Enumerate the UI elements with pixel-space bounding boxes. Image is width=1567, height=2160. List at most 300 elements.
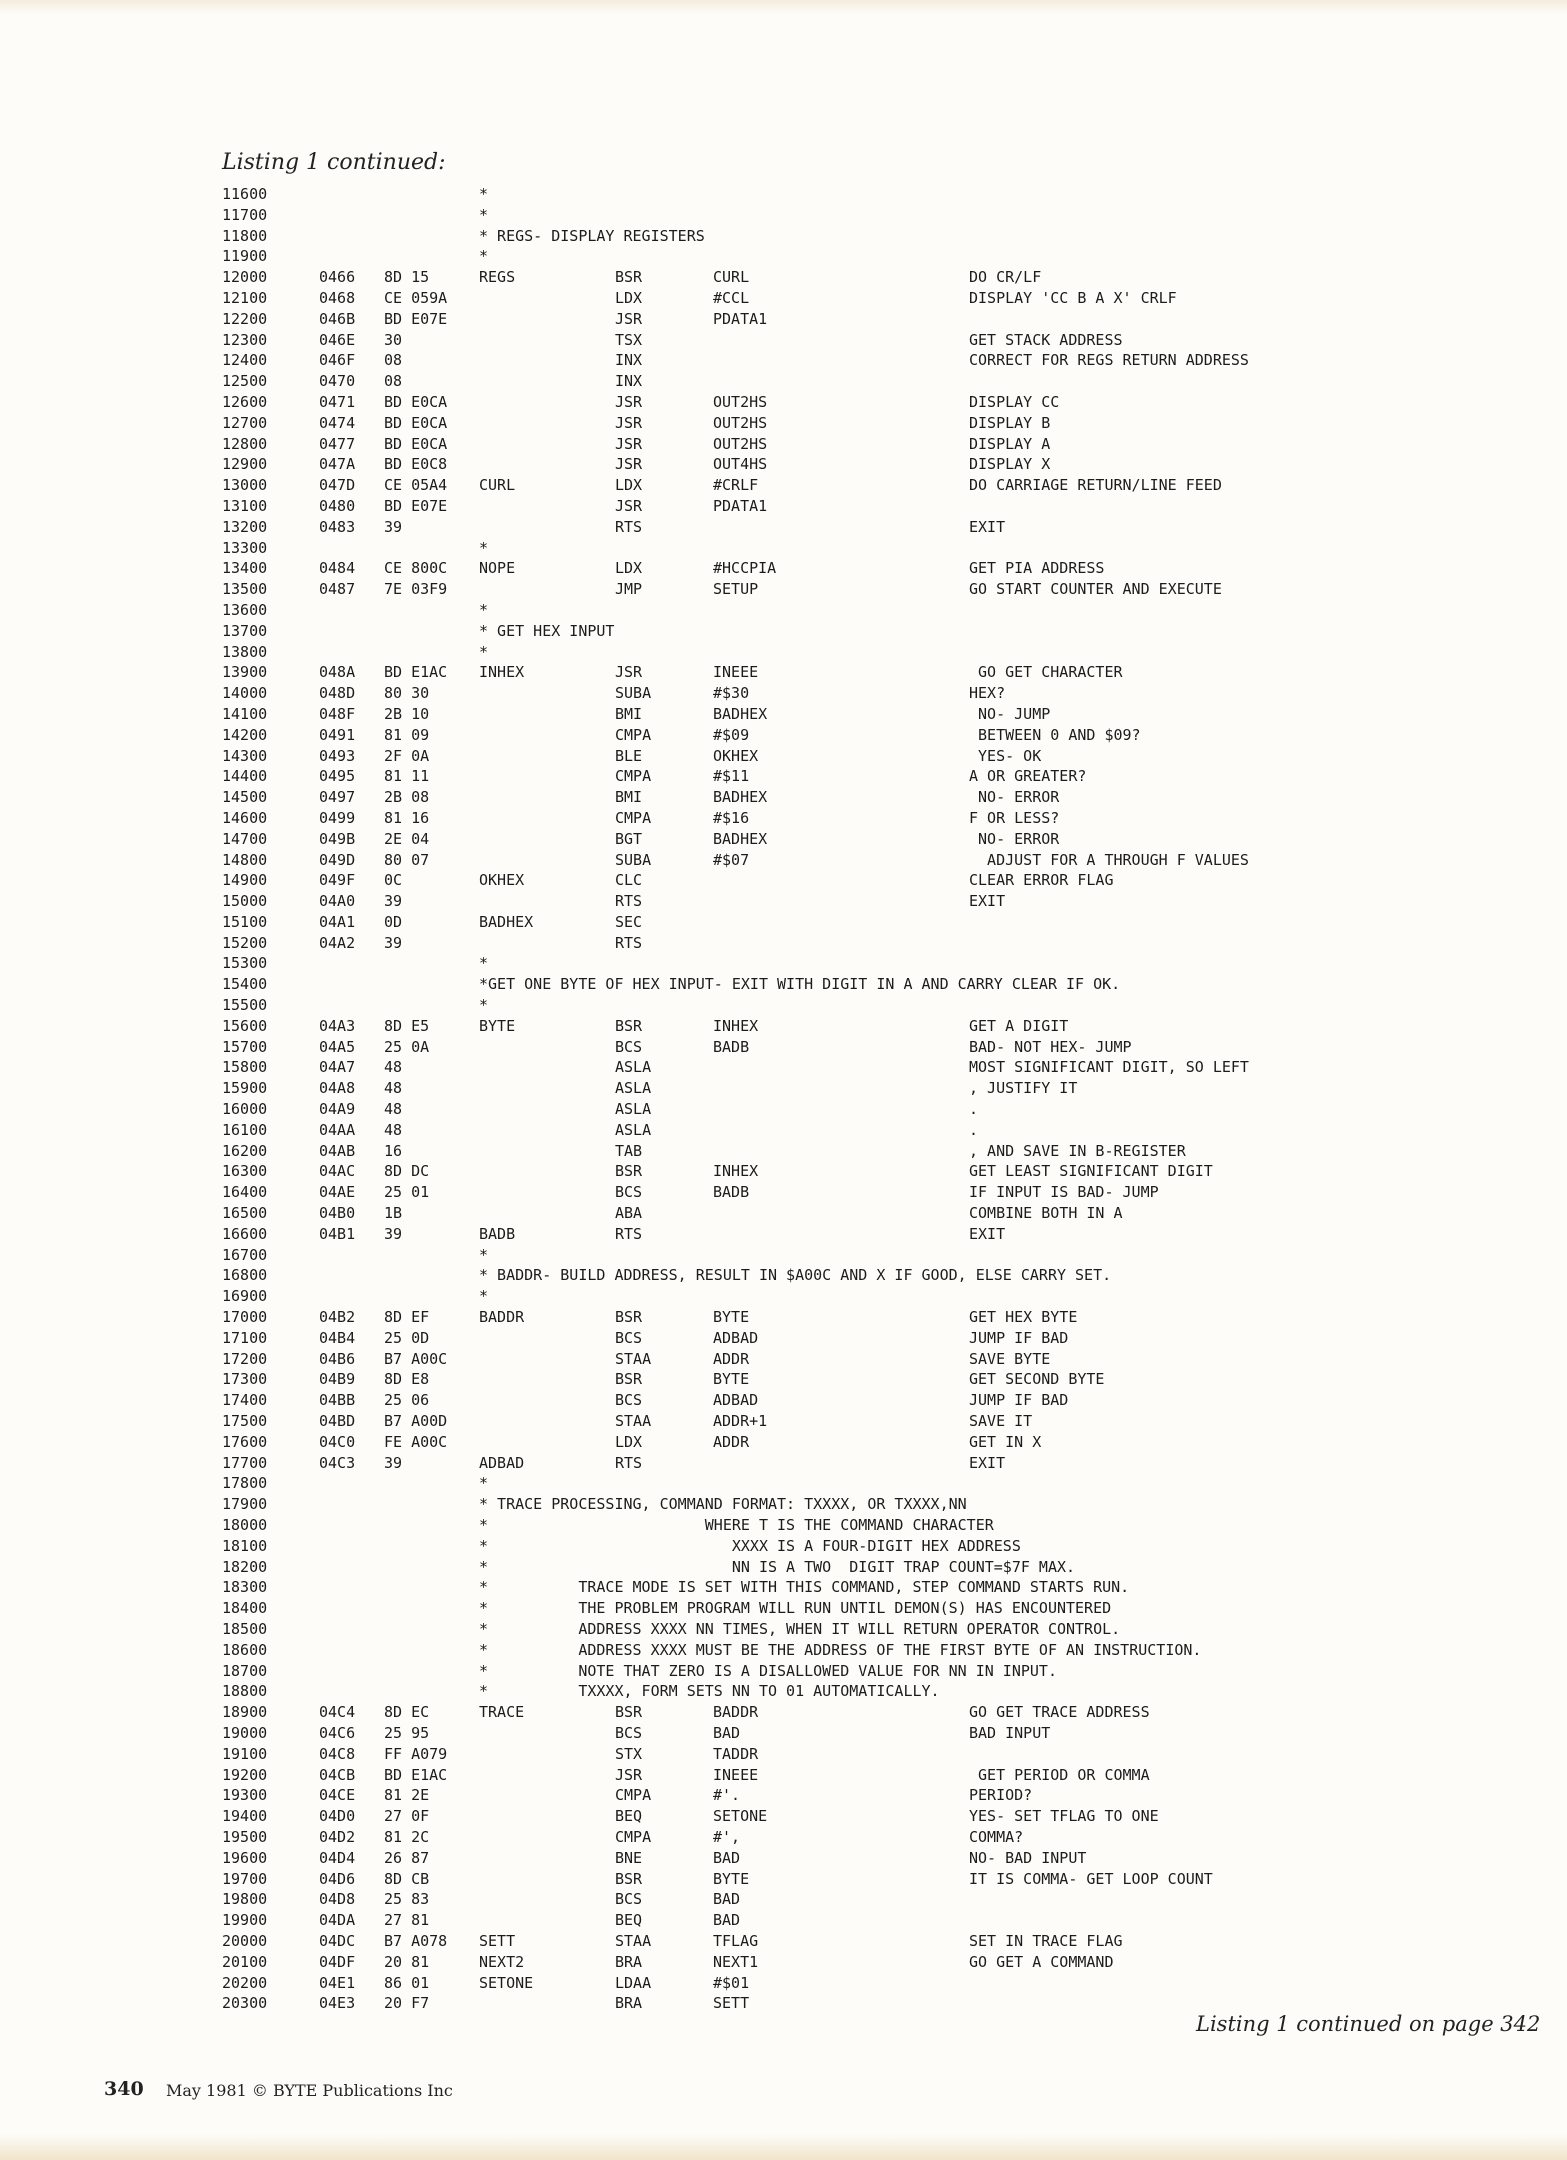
listing-opcode: BMI (615, 788, 643, 807)
listing-label: * REGS- DISPLAY REGISTERS (479, 226, 705, 245)
listing-comment: DO CR/LF (969, 268, 1042, 287)
listing-operand: #CCL (713, 288, 750, 307)
listing-label: BADDR (479, 1308, 525, 1327)
listing-line-number: 19100 (222, 1744, 268, 1763)
listing-label: * WHERE T IS THE COMMAND CHARACTER (479, 1516, 994, 1534)
listing-operand: INEEE (713, 1765, 759, 1784)
listing-line-number: 19600 (222, 1848, 268, 1867)
listing-address: 046F (319, 351, 356, 370)
listing-line-number: 15300 (222, 954, 268, 973)
listing-address: 04E1 (319, 1973, 356, 1992)
listing-line-number: 12500 (222, 372, 268, 391)
listing-label: BADB (479, 1224, 516, 1243)
listing-object-code: BD E0C8 (384, 455, 448, 474)
listing-opcode: JMP (615, 580, 643, 599)
listing-line-number: 13800 (222, 642, 268, 661)
listing-object-code: 20 81 (384, 1952, 430, 1971)
listing-row (222, 538, 1422, 559)
listing-object-code: 2F 0A (384, 746, 430, 765)
listing-address: 04B1 (319, 1224, 356, 1243)
listing-operand: #', (713, 1827, 741, 1846)
listing-opcode: ASLA (615, 1120, 652, 1139)
listing-label: REGS (479, 268, 516, 287)
listing-opcode: BCS (615, 1391, 643, 1410)
listing-comment: HEX? (969, 684, 1006, 703)
listing-line-number: 19000 (222, 1723, 268, 1742)
listing-row (222, 413, 1422, 434)
listing-object-code: BD E07E (384, 309, 448, 328)
listing-line-number: 18000 (222, 1516, 268, 1534)
listing-opcode: LDAA (615, 1973, 652, 1992)
listing-address: 04B6 (319, 1349, 356, 1368)
listing-comment: BETWEEN 0 AND $09? (969, 725, 1141, 744)
listing-address: 0495 (319, 767, 356, 786)
listing-comment: DISPLAY A (969, 434, 1051, 453)
listing-address: 04A0 (319, 892, 356, 911)
listing-line-number: 12400 (222, 351, 268, 370)
listing-label: SETONE (479, 1973, 534, 1992)
listing-line-number: 13500 (222, 580, 268, 599)
listing-label: * (479, 247, 489, 266)
page-top-tint (0, 0, 1567, 14)
listing-address: 0497 (319, 788, 356, 807)
listing-object-code: CE 059A (384, 288, 448, 307)
listing-object-code: 26 87 (384, 1848, 430, 1867)
listing-address: 048D (319, 684, 356, 703)
listing-row (222, 1910, 1422, 1931)
listing-comment: MOST SIGNIFICANT DIGIT, SO LEFT (969, 1058, 1249, 1077)
listing-object-code: 1B (384, 1204, 403, 1223)
listing-address: 04D8 (319, 1890, 356, 1909)
listing-line-number: 18300 (222, 1578, 268, 1597)
listing-row (222, 600, 1422, 621)
listing-line-number: 12300 (222, 330, 268, 349)
listing-operand: NEXT1 (713, 1952, 759, 1971)
listing-row (222, 704, 1422, 725)
listing-object-code: 2B 10 (384, 704, 430, 723)
listing-operand: CURL (713, 268, 750, 287)
listing-row (222, 288, 1422, 309)
listing-label: NOPE (479, 559, 516, 578)
listing-line-number: 17500 (222, 1412, 268, 1431)
listing-object-code: 48 (384, 1100, 403, 1119)
listing-opcode: JSR (615, 1765, 643, 1784)
listing-line-number: 20300 (222, 1994, 268, 2013)
listing-line-number: 11900 (222, 247, 268, 266)
listing-address: 0471 (319, 392, 356, 411)
listing-line-number: 14900 (222, 871, 268, 890)
listing-line-number: 17300 (222, 1370, 268, 1389)
listing-comment: A OR GREATER? (969, 767, 1087, 786)
listing-row (222, 558, 1422, 579)
listing-opcode: BCS (615, 1723, 643, 1742)
listing-operand: ADBAD (713, 1328, 759, 1347)
listing-comment: GET PIA ADDRESS (969, 559, 1105, 578)
listing-object-code: 81 2E (384, 1786, 430, 1805)
listing-operand: INEEE (713, 663, 759, 682)
listing-label: * (479, 1245, 489, 1264)
listing-object-code: 25 06 (384, 1391, 430, 1410)
listing-object-code: B7 A00C (384, 1349, 448, 1368)
listing-operand: OUT2HS (713, 434, 768, 453)
listing-row (222, 1827, 1422, 1848)
listing-object-code: 81 09 (384, 725, 430, 744)
listing-operand: ADDR (713, 1349, 750, 1368)
listing-row (222, 434, 1422, 455)
listing-opcode: BRA (615, 1952, 643, 1971)
listing-object-code: 81 2C (384, 1827, 430, 1846)
listing-label: * NN IS A TWO DIGIT TRAP COUNT=$7F MAX. (479, 1557, 1076, 1576)
listing-line-number: 11700 (222, 205, 268, 224)
listing-operand: BYTE (713, 1370, 750, 1389)
listing-comment: CORRECT FOR REGS RETURN ADDRESS (969, 351, 1249, 370)
listing-line-number: 16100 (222, 1120, 268, 1139)
listing-address: 04CE (319, 1786, 356, 1805)
listing-opcode: JSR (615, 434, 643, 453)
listing-line-number: 15600 (222, 1016, 268, 1035)
listing-comment: COMMA? (969, 1827, 1024, 1846)
listing-comment: GO GET CHARACTER (969, 663, 1123, 682)
listing-object-code: BD E1AC (384, 663, 448, 682)
listing-object-code: CE 05A4 (384, 476, 448, 495)
listing-line-number: 16400 (222, 1183, 268, 1202)
listing-row (222, 1536, 1422, 1557)
listing-label: * (479, 642, 489, 661)
listing-comment: SAVE BYTE (969, 1349, 1051, 1368)
listing-label: OKHEX (479, 871, 525, 890)
listing-line-number: 13200 (222, 517, 268, 536)
listing-comment: DISPLAY X (969, 455, 1051, 474)
listing-operand: BAD (713, 1848, 741, 1867)
listing-operand: #'. (713, 1786, 741, 1805)
listing-comment: F OR LESS? (969, 808, 1060, 827)
listing-opcode: ASLA (615, 1058, 652, 1077)
listing-object-code: B7 A078 (384, 1931, 448, 1950)
listing-opcode: RTS (615, 892, 643, 911)
listing-comment: , JUSTIFY IT (969, 1079, 1078, 1098)
listing-opcode: STAA (615, 1412, 652, 1431)
listing-object-code: 7E 03F9 (384, 580, 448, 599)
listing-row (222, 1161, 1422, 1182)
listing-address: 0499 (319, 808, 356, 827)
listing-line-number: 18200 (222, 1557, 268, 1576)
listing-line-number: 19700 (222, 1869, 268, 1888)
listing-line-number: 17000 (222, 1308, 268, 1327)
listing-row (222, 1057, 1422, 1078)
listing-line-number: 18800 (222, 1682, 268, 1701)
listing-address: 046E (319, 330, 356, 349)
listing-comment: DISPLAY CC (969, 392, 1060, 411)
listing-line-number: 12000 (222, 268, 268, 287)
listing-line-number: 12700 (222, 413, 268, 432)
listing-row (222, 517, 1422, 538)
listing-row (222, 1619, 1422, 1640)
listing-line-number: 17900 (222, 1495, 268, 1514)
listing-line-number: 12600 (222, 392, 268, 411)
listing-operand: BAD (713, 1911, 741, 1930)
listing-row (222, 974, 1422, 995)
listing-comment: , AND SAVE IN B-REGISTER (969, 1141, 1186, 1160)
listing-comment: NO- ERROR (969, 788, 1060, 807)
listing-row (222, 1265, 1422, 1286)
listing-label: *GET ONE BYTE OF HEX INPUT- EXIT WITH DIGIT IN A AND CARRY CLEAR IF OK. (479, 975, 1121, 994)
listing-comment: DISPLAY 'CC B A X' CRLF (969, 288, 1177, 307)
listing-address: 04DC (319, 1931, 356, 1950)
listing-row (222, 1016, 1422, 1037)
listing-row (222, 454, 1422, 475)
listing-object-code: BD E0CA (384, 392, 448, 411)
listing-heading: Listing 1 continued: (222, 150, 446, 175)
listing-row (222, 662, 1422, 683)
listing-address: 04B4 (319, 1328, 356, 1347)
listing-object-code: 16 (384, 1141, 403, 1160)
listing-line-number: 13100 (222, 496, 268, 515)
listing-address: 0483 (319, 517, 356, 536)
listing-line-number: 16700 (222, 1245, 268, 1264)
listing-address: 04C8 (319, 1744, 356, 1763)
listing-label: * XXXX IS A FOUR-DIGIT HEX ADDRESS (479, 1536, 1021, 1555)
listing-row (222, 829, 1422, 850)
listing-address: 04A7 (319, 1058, 356, 1077)
listing-address: 04C3 (319, 1453, 356, 1472)
listing-object-code: BD E0CA (384, 413, 448, 432)
listing-operand: INHEX (713, 1162, 759, 1181)
listing-line-number: 17100 (222, 1328, 268, 1347)
listing-row (222, 933, 1422, 954)
listing-address: 04C4 (319, 1703, 356, 1722)
listing-operand: BADDR (713, 1703, 759, 1722)
listing-opcode: CLC (615, 871, 643, 890)
listing-line-number: 14500 (222, 788, 268, 807)
listing-row (222, 891, 1422, 912)
listing-opcode: BSR (615, 1869, 643, 1888)
listing-object-code: 81 11 (384, 767, 430, 786)
listing-address: 04B0 (319, 1204, 356, 1223)
listing-comment: DISPLAY B (969, 413, 1051, 432)
listing-line-number: 15200 (222, 933, 268, 952)
listing-address: 049D (319, 850, 356, 869)
listing-opcode: STAA (615, 1349, 652, 1368)
listing-opcode: SEC (615, 912, 643, 931)
listing-operand: TADDR (713, 1744, 759, 1763)
listing-opcode: JSR (615, 663, 643, 682)
listing-opcode: SUBA (615, 684, 652, 703)
listing-object-code: 08 (384, 351, 403, 370)
listing-comment: EXIT (969, 892, 1006, 911)
page-number: 340 (104, 2078, 144, 2100)
listing-line-number: 18400 (222, 1599, 268, 1618)
listing-row (222, 309, 1422, 330)
listing-comment: EXIT (969, 1453, 1006, 1472)
listing-line-number: 12100 (222, 288, 268, 307)
listing-object-code: BD E07E (384, 496, 448, 515)
listing-label: * ADDRESS XXXX NN TIMES, WHEN IT WILL RETURN OPERATOR CONTROL. (479, 1619, 1121, 1638)
listing-line-number: 13900 (222, 663, 268, 682)
listing-label: BYTE (479, 1016, 516, 1035)
listing-opcode: BSR (615, 1308, 643, 1327)
listing-label: * THE PROBLEM PROGRAM WILL RUN UNTIL DEMON(S) HAS ENCOUNTERED (479, 1599, 1112, 1618)
listing-opcode: ASLA (615, 1079, 652, 1098)
listing-row (222, 579, 1422, 600)
listing-line-number: 17200 (222, 1349, 268, 1368)
listing-line-number: 14800 (222, 850, 268, 869)
listing-object-code: 39 (384, 933, 403, 952)
listing-opcode: CMPA (615, 808, 652, 827)
listing-operand: BADHEX (713, 829, 768, 848)
listing-address: 04A5 (319, 1037, 356, 1056)
listing-operand: BAD (713, 1890, 741, 1909)
listing-row (222, 1432, 1422, 1453)
listing-line-number: 16900 (222, 1287, 268, 1306)
listing-line-number: 14100 (222, 704, 268, 723)
listing-line-number: 15100 (222, 912, 268, 931)
listing-row (222, 746, 1422, 767)
listing-opcode: TAB (615, 1141, 643, 1160)
listing-operand: #CRLF (713, 476, 759, 495)
listing-object-code: 80 07 (384, 850, 430, 869)
listing-row (222, 1411, 1422, 1432)
listing-opcode: BCS (615, 1890, 643, 1909)
listing-opcode: BSR (615, 1016, 643, 1035)
listing-address: 0477 (319, 434, 356, 453)
listing-line-number: 17600 (222, 1432, 268, 1451)
listing-line-number: 14600 (222, 808, 268, 827)
listing-line-number: 14700 (222, 829, 268, 848)
listing-address: 04A3 (319, 1016, 356, 1035)
listing-opcode: ASLA (615, 1100, 652, 1119)
listing-line-number: 13700 (222, 621, 268, 640)
listing-comment: GO GET A COMMAND (969, 1952, 1114, 1971)
listing-object-code: 8D E8 (384, 1370, 430, 1389)
listing-address: 0484 (319, 559, 356, 578)
listing-address: 04AE (319, 1183, 356, 1202)
listing-address: 04D2 (319, 1827, 356, 1846)
listing-operand: BADB (713, 1183, 750, 1202)
listing-line-number: 13000 (222, 476, 268, 495)
listing-opcode: BCS (615, 1183, 643, 1202)
listing-object-code: 39 (384, 517, 403, 536)
listing-comment: COMBINE BOTH IN A (969, 1204, 1123, 1223)
code-listing (222, 184, 1422, 2014)
listing-line-number: 19800 (222, 1890, 268, 1909)
listing-address: 04CB (319, 1765, 356, 1784)
listing-opcode: LDX (615, 288, 643, 307)
listing-operand: SETUP (713, 580, 759, 599)
listing-comment: NO- ERROR (969, 829, 1060, 848)
listing-object-code: 30 (384, 330, 403, 349)
listing-object-code: 8D CB (384, 1869, 430, 1888)
listing-line-number: 14000 (222, 684, 268, 703)
listing-row (222, 1889, 1422, 1910)
listing-opcode: CMPA (615, 725, 652, 744)
listing-operand: BADB (713, 1037, 750, 1056)
listing-address: 0480 (319, 496, 356, 515)
listing-line-number: 17700 (222, 1453, 268, 1472)
listing-opcode: RTS (615, 1453, 643, 1472)
page-bottom-tint (0, 2134, 1567, 2160)
listing-object-code: BD E0CA (384, 434, 448, 453)
listing-row (222, 1515, 1422, 1536)
listing-address: 04DF (319, 1952, 356, 1971)
listing-row (222, 1577, 1422, 1598)
listing-line-number: 16300 (222, 1162, 268, 1181)
listing-opcode: TSX (615, 330, 643, 349)
listing-comment: EXIT (969, 517, 1006, 536)
listing-opcode: SUBA (615, 850, 652, 869)
listing-row (222, 1078, 1422, 1099)
listing-comment: NO- JUMP (969, 704, 1051, 723)
listing-row (222, 1245, 1422, 1266)
listing-line-number: 14300 (222, 746, 268, 765)
listing-row (222, 1785, 1422, 1806)
listing-object-code: 8D DC (384, 1162, 430, 1181)
listing-opcode: BEQ (615, 1807, 643, 1826)
listing-object-code: 48 (384, 1120, 403, 1139)
listing-line-number: 18600 (222, 1640, 268, 1659)
listing-operand: BYTE (713, 1869, 750, 1888)
listing-operand: INHEX (713, 1016, 759, 1035)
listing-address: 04A9 (319, 1100, 356, 1119)
listing-comment: . (969, 1100, 979, 1119)
listing-row (222, 1099, 1422, 1120)
listing-opcode: BGT (615, 829, 643, 848)
listing-line-number: 20000 (222, 1931, 268, 1950)
listing-object-code: 81 16 (384, 808, 430, 827)
listing-object-code: FE A00C (384, 1432, 448, 1451)
listing-address: 04B2 (319, 1308, 356, 1327)
listing-label: SETT (479, 1931, 516, 1950)
listing-row (222, 683, 1422, 704)
listing-line-number: 19900 (222, 1911, 268, 1930)
listing-row (222, 850, 1422, 871)
listing-row (222, 808, 1422, 829)
listing-object-code: 39 (384, 1453, 403, 1472)
listing-operand: #$16 (713, 808, 750, 827)
listing-line-number: 15000 (222, 892, 268, 911)
listing-operand: TFLAG (713, 1931, 759, 1950)
listing-comment: ADJUST FOR A THROUGH F VALUES (969, 850, 1249, 869)
listing-address: 0470 (319, 372, 356, 391)
listing-object-code: 80 30 (384, 684, 430, 703)
listing-line-number: 11600 (222, 185, 268, 203)
listing-object-code: FF A079 (384, 1744, 448, 1763)
listing-comment: NO- BAD INPUT (969, 1848, 1087, 1867)
listing-address: 0487 (319, 580, 356, 599)
listing-label: * TRACE PROCESSING, COMMAND FORMAT: TXXXX, OR TXXXX,NN (479, 1495, 967, 1514)
listing-address: 04BD (319, 1412, 356, 1431)
listing-opcode: BSR (615, 268, 643, 287)
listing-row (222, 1744, 1422, 1765)
listing-row (222, 1640, 1422, 1661)
listing-line-number: 16800 (222, 1266, 268, 1285)
listing-operand: OKHEX (713, 746, 759, 765)
listing-line-number: 18500 (222, 1619, 268, 1638)
listing-label: CURL (479, 476, 516, 495)
listing-row (222, 1037, 1422, 1058)
listing-label: * (479, 1287, 489, 1306)
listing-object-code: 8D EF (384, 1308, 430, 1327)
listing-opcode: BLE (615, 746, 643, 765)
listing-row (222, 1993, 1422, 2014)
listing-object-code: CE 800C (384, 559, 448, 578)
listing-operand: ADDR (713, 1432, 750, 1451)
continued-note: Listing 1 continued on page 342 (1196, 2012, 1541, 2036)
listing-row (222, 1203, 1422, 1224)
listing-label: NEXT2 (479, 1952, 525, 1971)
listing-object-code: 39 (384, 1224, 403, 1243)
listing-operand: OUT2HS (713, 413, 768, 432)
listing-comment: IT IS COMMA- GET LOOP COUNT (969, 1869, 1213, 1888)
